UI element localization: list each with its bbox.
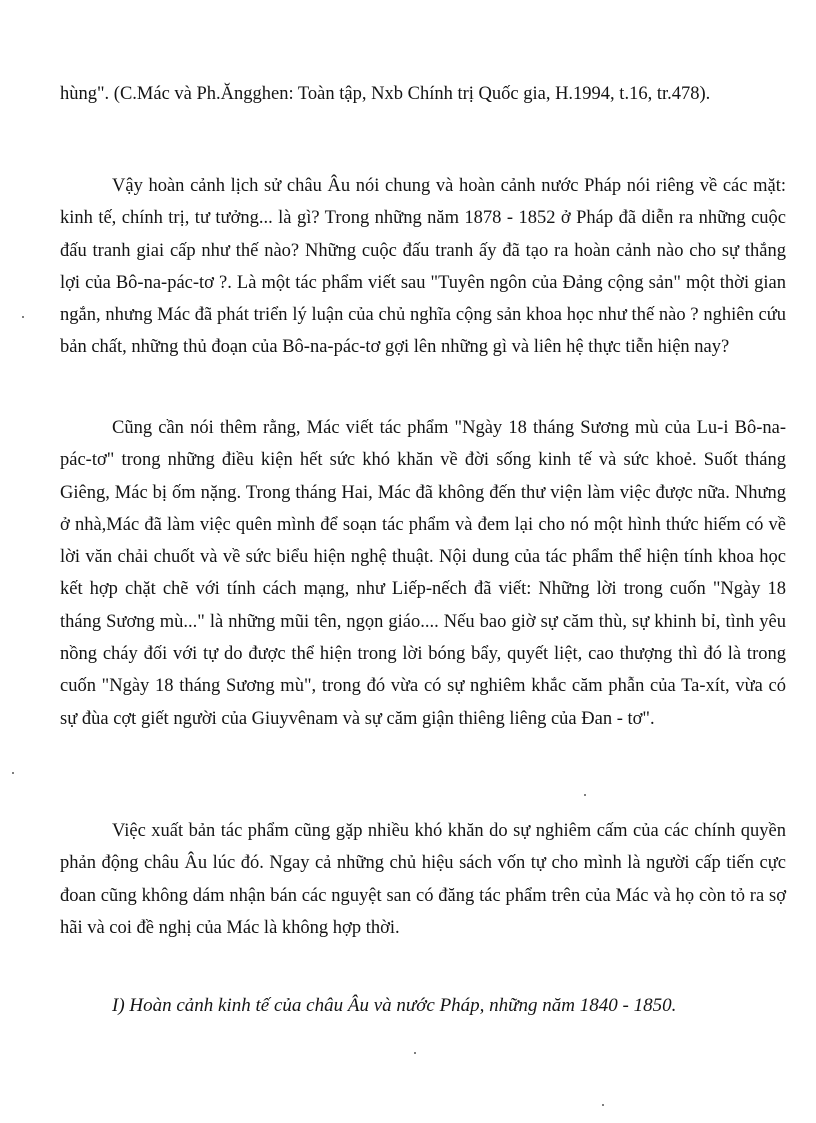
intro-questions-paragraph: Vậy hoàn cảnh lịch sử châu Âu nói chung và hoàn cảnh nước Pháp nói riêng về các mặt: kinh tế, chính trị, tư tưởng... là gì? Trong những năm 1878 - 1852 ở Pháp đã diễn ra những cuộc đấu tranh giai cấp như thế nào? Những cuộc đấu tranh ấy đã tạo ra hoàn cảnh nào cho sự thắng lợi của Bô-na-pác-tơ ?. Là một tác phẩm viết sau "Tuyên ngôn của Đảng cộng sản" một thời gian ngắn, nhưng Mác đã phát triển lý luận của chủ nghĩa cộng sản khoa học như thế nào ? nghiên cứu bản chất, những thủ đoạn của Bô-na-pác-tơ gợi lên những gì và liên hệ thực tiễn hiện nay? <box>60 176 786 358</box>
writing-conditions-paragraph: Cũng cần nói thêm rằng, Mác viết tác phẩm "Ngày 18 tháng Sương mù của Lu-i Bô-na-pác-tơ" trong những điều kiện hết sức khó khăn về đời sống kinh tế và sức khoẻ. Suốt tháng Giêng, Mác bị ốm nặng. Trong tháng Hai, Mác đã không đến thư viện làm việc được nữa. Nhưng ở nhà,Mác đã làm việc quên mình để soạn tác phẩm và đem lại cho nó một hình thức hiếm có về lời văn chải chuốt và về sức biểu hiện nghệ thuật. Nội dung của tác phẩm thể hiện tính khoa học kết hợp chặt chẽ với tính cách mạng, như Liếp-nếch đã viết: Những lời trong cuốn "Ngày 18 tháng Sương mù..." là những mũi tên, ngọn giáo.... Nếu bao giờ sự căm thù, sự khinh bỉ, tình yêu nồng cháy đối với tự do được thể hiện trong lời bóng bẩy, quyết liệt, cao thượng thì đó là trong cuốn "Ngày 18 tháng Sương mù", trong đó vừa có sự nghiêm khắc căm phẫn của Ta-xít, vừa có sự đùa cợt giết người của Giuyvênam và sự căm giận thiêng liêng của Đan - tơ". <box>60 418 786 729</box>
scan-speck <box>602 1104 604 1106</box>
section-heading: I) Hoàn cảnh kinh tế của châu Âu và nước Pháp, những năm 1840 - 1850. <box>112 995 677 1016</box>
scan-speck <box>414 1052 416 1054</box>
scan-speck <box>584 794 586 796</box>
scan-speck <box>12 772 14 774</box>
publication-paragraph: Việc xuất bản tác phẩm cũng gặp nhiều khó khăn do sự nghiêm cấm của các chính quyền phản động châu Âu lúc đó. Ngay cả những chủ hiệu sách vốn tự cho mình là người cấp tiến cực đoan cũng không dám nhận bán các nguyệt san có đăng tác phẩm trên của Mác và họ còn tỏ ra sợ hãi và coi đề nghị của Mác là không hợp thời. <box>60 821 786 938</box>
scan-speck <box>22 316 24 318</box>
citation-paragraph: hùng". (C.Mác và Ph.Ăngghen: Toàn tập, Nxb Chính trị Quốc gia, H.1994, t.16, tr.478). <box>60 84 711 104</box>
